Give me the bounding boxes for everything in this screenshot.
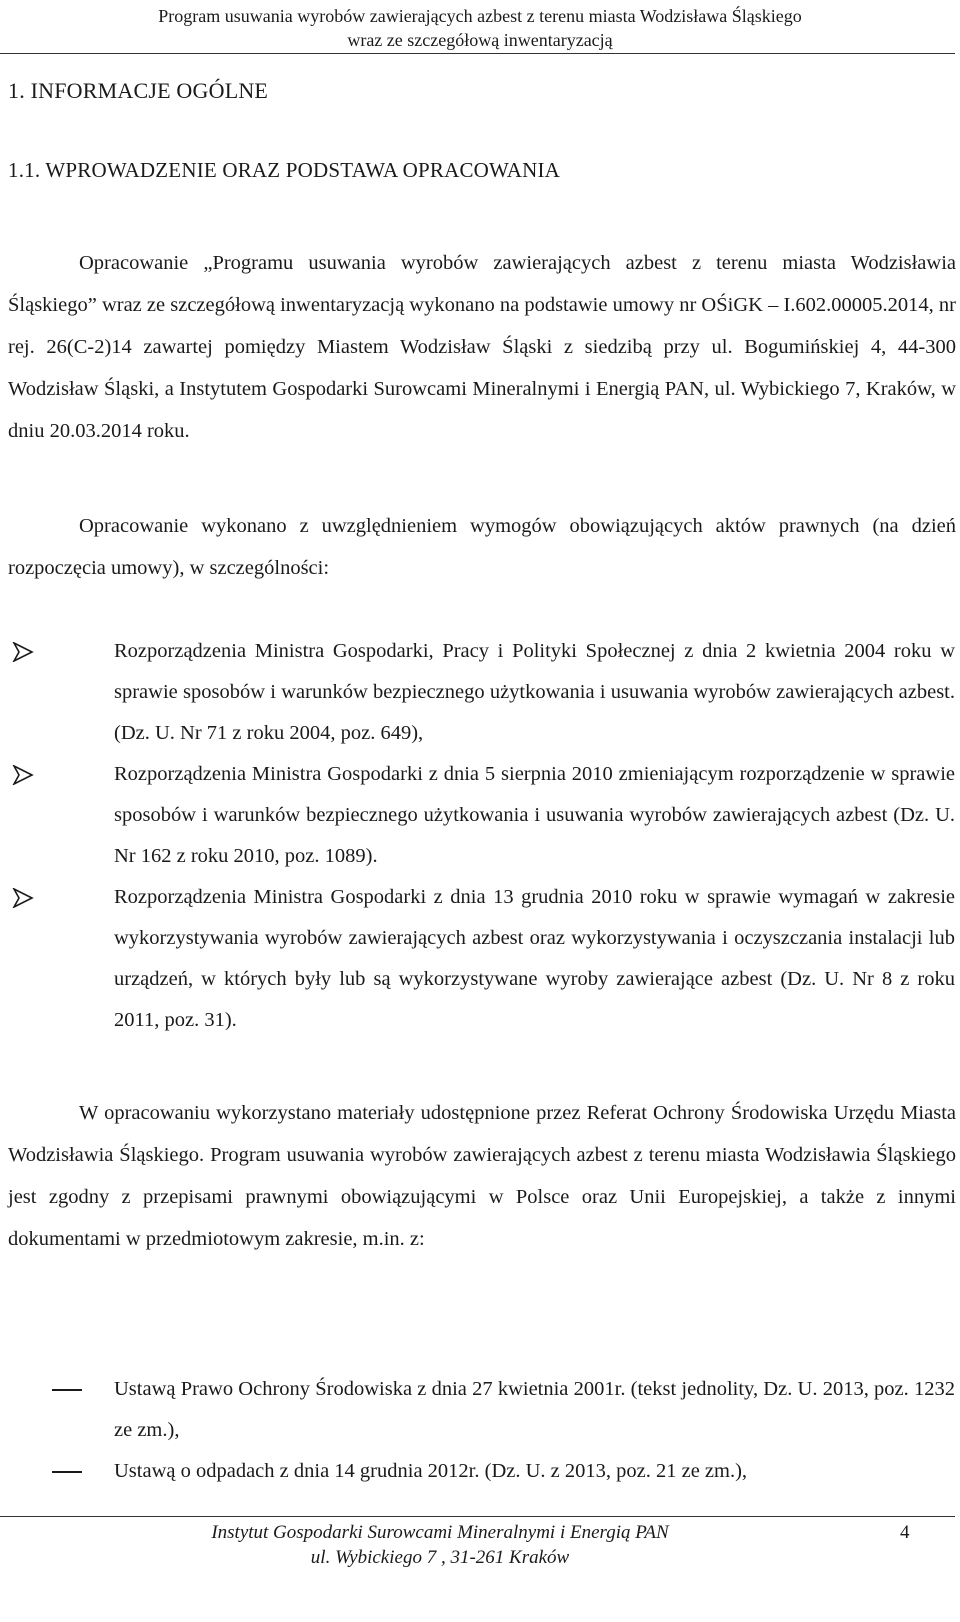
- list-item: [0, 1369, 955, 1451]
- dash-bullet-icon: [52, 1471, 82, 1473]
- arrowhead-bullet-icon: [8, 754, 38, 795]
- subsection-title: 1.1. WPROWADZENIE ORAZ PODSTAWA OPRACOWANIA: [8, 158, 561, 182]
- page-number: 4: [900, 1522, 910, 1543]
- list-item: [0, 1451, 955, 1492]
- arrowhead-bullet-icon: [8, 631, 38, 672]
- header-divider: [0, 53, 955, 54]
- dash-bullet-icon: [52, 1389, 82, 1391]
- footer-line-1: Instytut Gospodarki Surowcami Mineralnymi i Energią PAN: [211, 1522, 669, 1543]
- materials-paragraph: W opracowaniu wykorzystano materiały udostępnione przez Referat Ochrony Środowiska Urzędu Miasta Wodzisławia Śląskiego. Program usuwania wyrobów zawierających azbest z terenu miasta Wodzisławia Śląskiego jest zgodny z przepisami prawnymi obowiązującymi w Polsce oraz Unii Europejskiej, a także z innymi dokumentami w przedmiotowym zakresie, m.in. z:: [8, 1102, 956, 1250]
- running-footer: [0, 1520, 880, 1570]
- header-line-1: Program usuwania wyrobów zawierających azbest z terenu miasta Wodzisława Śląskiego: [158, 6, 802, 26]
- law-text: Ustawą o odpadach z dnia 14 grudnia 2012r. (Dz. U. z 2013, poz. 21 ze zm.),: [114, 1460, 748, 1482]
- list-item: [0, 754, 955, 877]
- regulation-text: Rozporządzenia Ministra Gospodarki, Pracy i Polityki Społecznej z dnia 2 kwietnia 2004 roku w sprawie sposobów i warunków bezpiecznego użytkowania i usuwania wyrobów zawierających azbest. (Dz. U. Nr 71 z roku 2004, poz. 649),: [114, 640, 955, 744]
- intro-paragraph: Opracowanie „Programu usuwania wyrobów zawierających azbest z terenu miasta Wodzisławia Śląskiego” wraz ze szczegółową inwentaryzacją wykonano na podstawie umowy nr OŚiGK – I.602.00005.2014, nr rej. 26(C-2)14 zawartej pomiędzy Miastem Wodzisław Śląski z siedzibą przy ul. Bogumińskiej 4, 44-300 Wodzisław Śląski, a Instytutem Gospodarki Surowcami Mineralnymi i Energią PAN, ul. Wybickiego 7, Kraków, w dniu 20.03.2014 roku.: [8, 252, 956, 442]
- regulation-text: Rozporządzenia Ministra Gospodarki z dnia 5 sierpnia 2010 zmieniającym rozporządzenie w sprawie sposobów i warunków bezpiecznego użytkowania i usuwania wyrobów zawierających azbest (Dz. U. Nr 162 z roku 2010, poz. 1089).: [114, 763, 955, 867]
- legal-basis-paragraph: Opracowanie wykonano z uwzględnieniem wymogów obowiązujących aktów prawnych (na dzień rozpoczęcia umowy), w szczególności:: [8, 515, 956, 579]
- running-header: [0, 4, 960, 52]
- list-item: [0, 877, 955, 1041]
- arrowhead-bullet-icon: [8, 877, 38, 918]
- laws-list: [0, 1369, 955, 1492]
- footer-line-2: ul. Wybickiego 7 , 31-261 Kraków: [310, 1547, 570, 1568]
- regulation-text: Rozporządzenia Ministra Gospodarki z dnia 13 grudnia 2010 roku w sprawie wymagań w zakresie wykorzystywania wyrobów zawierających azbest oraz wykorzystywania i oczyszczania instalacji lub urządzeń, w których były lub są wykorzystywane wyroby zawierające azbest (Dz. U. Nr 8 z roku 2011, poz. 31).: [114, 886, 955, 1031]
- list-item: [0, 631, 955, 754]
- section-title: 1. INFORMACJE OGÓLNE: [8, 78, 269, 103]
- header-line-2: wraz ze szczegółową inwentaryzacją: [347, 30, 613, 50]
- footer-divider: [0, 1516, 955, 1517]
- law-text: Ustawą Prawo Ochrony Środowiska z dnia 27 kwietnia 2001r. (tekst jednolity, Dz. U. 2013, poz. 1232 ze zm.),: [114, 1378, 955, 1441]
- regulations-list: [0, 631, 955, 1041]
